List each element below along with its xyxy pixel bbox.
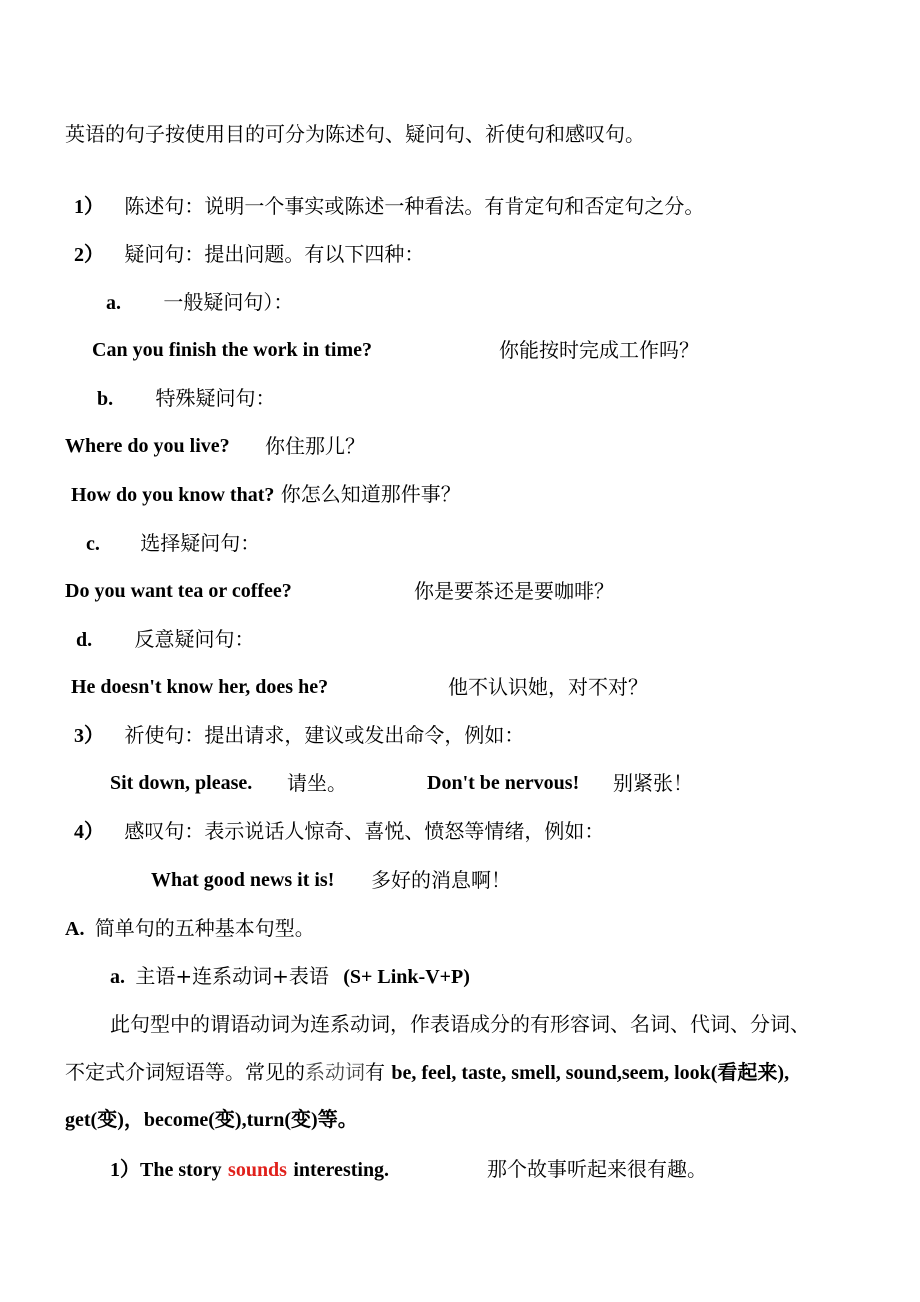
paragraph-1-line-2-en: be, feel, taste, smell, sound,seem, look(看起来), xyxy=(391,1062,790,1084)
heading-A-text: 简单句的五种基本句型。 xyxy=(94,916,315,940)
item-a-example-en: Can you finish the work in time? xyxy=(92,339,373,361)
pattern-a-cn: 主语+连系动词+表语 xyxy=(135,964,329,988)
item-d-example-en: He doesn't know her, does he? xyxy=(71,676,329,698)
section-2-text: 疑问句：提出问题。有以下四种： xyxy=(124,242,425,266)
heading-A xyxy=(65,915,315,942)
item-c-text: 选择疑问句： xyxy=(140,531,261,555)
section-1 xyxy=(74,193,704,220)
item-b-example2-en: How do you know that? xyxy=(71,484,275,506)
item-a-example-cn: 你能按时完成工作吗？ xyxy=(499,338,699,362)
paragraph-1-line-2-gray: 系动词 xyxy=(305,1060,365,1084)
section-3 xyxy=(74,722,524,749)
section-4-text: 感叹句：表示说话人惊奇、喜悦、愤怒等情绪，例如： xyxy=(124,819,605,843)
section-3-text: 祈使句：提出请求，建议或发出命令，例如： xyxy=(124,723,525,747)
section-4 xyxy=(74,818,604,845)
pattern-a-label: a. xyxy=(110,966,125,988)
paragraph-1-line-1: 此句型中的谓语动词为连系动词，作表语成分的有形容词、名词、代词、分词、 xyxy=(110,1012,810,1036)
item-d-label: d. xyxy=(76,629,93,651)
item-b-example2-cn: 你怎么知道那件事？ xyxy=(280,482,461,506)
paragraph-1-line-2-b: 有 xyxy=(365,1060,385,1084)
item-b-heading xyxy=(97,385,275,412)
item-a-text: 一般疑问句）： xyxy=(163,290,294,314)
example-1-cn: 那个故事听起来很有趣。 xyxy=(487,1157,707,1181)
section-3-example1-cn: 请坐。 xyxy=(287,771,347,795)
section-4-number: 4） xyxy=(74,821,104,843)
heading-A-label: A. xyxy=(65,918,85,940)
item-d-text: 反意疑问句： xyxy=(134,627,255,651)
section-3-example2-cn: 别紧张！ xyxy=(613,771,693,795)
item-b-example1-cn: 你住那儿？ xyxy=(265,434,365,458)
paragraph-1-line-3: get(变)，become(变),turn(变)等。 xyxy=(65,1109,358,1131)
section-3-number: 3） xyxy=(74,725,104,747)
item-b-example2 xyxy=(71,481,461,508)
example-1 xyxy=(110,1156,389,1183)
item-d-heading xyxy=(76,626,254,653)
item-b-example1-en: Where do you live? xyxy=(65,435,230,457)
item-b-label: b. xyxy=(97,388,114,410)
example-1-highlight: sounds xyxy=(228,1159,287,1181)
section-4-example-cn: 多好的消息啊！ xyxy=(371,868,511,892)
intro-text: 英语的句子按使用目的可分为陈述句、疑问句、祈使句和感叹句。 xyxy=(65,122,645,146)
section-2-number: 2） xyxy=(74,244,104,266)
paragraph-1-line-2 xyxy=(65,1059,789,1086)
section-1-number: 1） xyxy=(74,196,104,218)
section-1-text: 陈述句：说明一个事实或陈述一种看法。有肯定句和否定句之分。 xyxy=(124,194,705,218)
item-d-example-cn: 他不认识她，对不对？ xyxy=(448,675,648,699)
item-c-example-cn: 你是要茶还是要咖啡？ xyxy=(414,579,614,603)
example-1-pre: The story xyxy=(140,1159,222,1181)
section-3-example2-en: Don't be nervous! xyxy=(427,772,580,794)
section-2 xyxy=(74,241,424,268)
pattern-a-heading xyxy=(110,963,470,990)
pattern-a-en: (S+ Link-V+P) xyxy=(343,966,470,988)
item-b-text: 特殊疑问句： xyxy=(155,386,276,410)
section-3-example1-en: Sit down, please. xyxy=(110,772,253,794)
example-1-number: 1） xyxy=(110,1159,140,1181)
paragraph-1-line-2-a: 不定式介词短语等。常见的 xyxy=(65,1060,305,1084)
section-4-example-en: What good news it is! xyxy=(151,869,335,891)
item-a-label: a. xyxy=(106,292,121,314)
item-c-heading xyxy=(86,530,260,557)
item-a-heading xyxy=(106,289,293,316)
item-c-label: c. xyxy=(86,533,100,555)
item-c-example-en: Do you want tea or coffee? xyxy=(65,580,292,602)
example-1-post: interesting. xyxy=(293,1159,390,1181)
